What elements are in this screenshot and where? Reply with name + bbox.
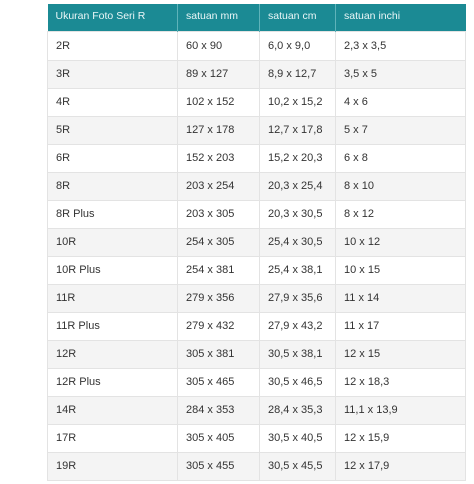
- cell-cm: 27,9 x 43,2: [260, 312, 336, 340]
- cell-photo-size: 4R: [48, 88, 178, 116]
- table-row: [48, 116, 466, 144]
- cell-mm: 127 x 178: [178, 116, 260, 144]
- header-row: [48, 4, 466, 31]
- cell-mm: 203 x 305: [178, 200, 260, 228]
- cell-mm: 102 x 152: [178, 88, 260, 116]
- cell-cm: 8,9 x 12,7: [260, 60, 336, 88]
- header-inch: satuan inchi: [336, 4, 466, 31]
- cell-photo-size: 6R: [48, 144, 178, 172]
- cell-photo-size: 5R: [48, 116, 178, 144]
- cell-inch: 11,1 x 13,9: [336, 396, 466, 424]
- table-body: [48, 31, 466, 480]
- cell-photo-size: 12R Plus: [48, 368, 178, 396]
- cell-cm: 25,4 x 30,5: [260, 228, 336, 256]
- cell-cm: 30,5 x 45,5: [260, 452, 336, 480]
- cell-cm: 12,7 x 17,8: [260, 116, 336, 144]
- cell-cm: 25,4 x 38,1: [260, 256, 336, 284]
- table-row: [48, 31, 466, 60]
- cell-cm: 10,2 x 15,2: [260, 88, 336, 116]
- table-row: [48, 396, 466, 424]
- cell-inch: 10 x 15: [336, 256, 466, 284]
- table-row: [48, 424, 466, 452]
- cell-mm: 284 x 353: [178, 396, 260, 424]
- cell-mm: 254 x 381: [178, 256, 260, 284]
- cell-mm: 279 x 432: [178, 312, 260, 340]
- cell-mm: 203 x 254: [178, 172, 260, 200]
- cell-mm: 89 x 127: [178, 60, 260, 88]
- cell-photo-size: 8R Plus: [48, 200, 178, 228]
- cell-mm: 305 x 465: [178, 368, 260, 396]
- cell-inch: 4 x 6: [336, 88, 466, 116]
- table-row: [48, 60, 466, 88]
- table-row: [48, 284, 466, 312]
- cell-inch: 8 x 12: [336, 200, 466, 228]
- photo-size-table-container: [47, 4, 465, 481]
- cell-photo-size: 11R Plus: [48, 312, 178, 340]
- cell-inch: 5 x 7: [336, 116, 466, 144]
- table-row: [48, 228, 466, 256]
- cell-inch: 12 x 15: [336, 340, 466, 368]
- table-row: [48, 256, 466, 284]
- cell-mm: 152 x 203: [178, 144, 260, 172]
- cell-photo-size: 2R: [48, 31, 178, 60]
- cell-photo-size: 14R: [48, 396, 178, 424]
- header-photo-size: Ukuran Foto Seri R: [48, 4, 178, 31]
- table-header: [48, 4, 466, 31]
- header-mm: satuan mm: [178, 4, 260, 31]
- cell-inch: 8 x 10: [336, 172, 466, 200]
- header-cm: satuan cm: [260, 4, 336, 31]
- cell-photo-size: 3R: [48, 60, 178, 88]
- cell-inch: 3,5 x 5: [336, 60, 466, 88]
- cell-mm: 254 x 305: [178, 228, 260, 256]
- cell-cm: 28,4 x 35,3: [260, 396, 336, 424]
- cell-inch: 10 x 12: [336, 228, 466, 256]
- cell-mm: 305 x 405: [178, 424, 260, 452]
- table-row: [48, 172, 466, 200]
- cell-inch: 12 x 18,3: [336, 368, 466, 396]
- cell-cm: 30,5 x 46,5: [260, 368, 336, 396]
- cell-cm: 30,5 x 38,1: [260, 340, 336, 368]
- cell-inch: 11 x 17: [336, 312, 466, 340]
- cell-cm: 6,0 x 9,0: [260, 31, 336, 60]
- table-row: [48, 88, 466, 116]
- cell-inch: 12 x 17,9: [336, 452, 466, 480]
- cell-inch: 12 x 15,9: [336, 424, 466, 452]
- cell-inch: 6 x 8: [336, 144, 466, 172]
- cell-photo-size: 10R Plus: [48, 256, 178, 284]
- cell-mm: 305 x 455: [178, 452, 260, 480]
- cell-mm: 279 x 356: [178, 284, 260, 312]
- cell-inch: 2,3 x 3,5: [336, 31, 466, 60]
- cell-photo-size: 19R: [48, 452, 178, 480]
- cell-inch: 11 x 14: [336, 284, 466, 312]
- cell-photo-size: 10R: [48, 228, 178, 256]
- table-row: [48, 144, 466, 172]
- cell-cm: 20,3 x 25,4: [260, 172, 336, 200]
- cell-photo-size: 12R: [48, 340, 178, 368]
- cell-photo-size: 8R: [48, 172, 178, 200]
- cell-mm: 60 x 90: [178, 31, 260, 60]
- table-row: [48, 452, 466, 480]
- table-row: [48, 340, 466, 368]
- table-row: [48, 312, 466, 340]
- cell-cm: 20,3 x 30,5: [260, 200, 336, 228]
- photo-size-table: [47, 4, 466, 481]
- cell-cm: 15,2 x 20,3: [260, 144, 336, 172]
- cell-photo-size: 17R: [48, 424, 178, 452]
- table-row: [48, 200, 466, 228]
- cell-mm: 305 x 381: [178, 340, 260, 368]
- cell-cm: 30,5 x 40,5: [260, 424, 336, 452]
- table-row: [48, 368, 466, 396]
- cell-cm: 27,9 x 35,6: [260, 284, 336, 312]
- cell-photo-size: 11R: [48, 284, 178, 312]
